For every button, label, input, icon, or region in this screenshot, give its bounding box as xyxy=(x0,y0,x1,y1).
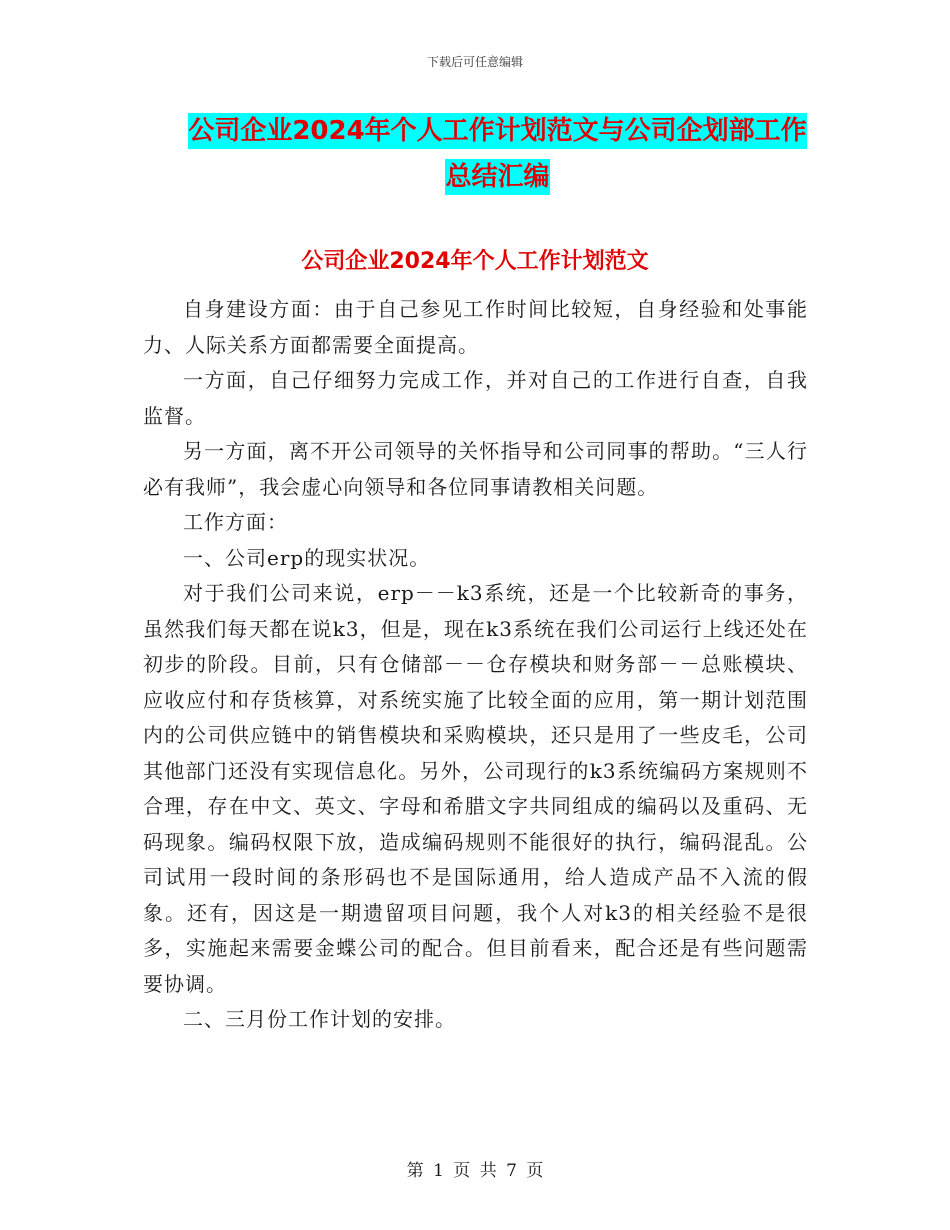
paragraph-erp-status-heading: 一、公司erp的现实状况。 xyxy=(183,545,431,570)
main-title-line-2: 总结汇编 xyxy=(445,159,549,195)
paragraph-work-aspect-heading: 工作方面： xyxy=(183,510,288,534)
document-main-title xyxy=(145,108,850,200)
page-header-note: 下载后可任意编辑 xyxy=(426,55,523,69)
paragraph-self-development: 自身建设方面：由于自己参见工作时间比较短，自身经验和处事能力、人际关系方面都需要全面提高。 xyxy=(143,297,808,357)
document-body xyxy=(143,292,808,1038)
paragraph-march-plan-heading: 二、三月份工作计划的安排。 xyxy=(183,1007,456,1031)
main-title-line-1: 公司企业2024年个人工作计划范文与公司企划部工作 xyxy=(188,113,806,149)
paragraph-learn-from-others: 另一方面，离不开公司领导的关怀指导和公司同事的帮助。“三人行必有我师”，我会虚心向领导和各位同事请教相关问题。 xyxy=(143,439,808,499)
section-title: 公司企业2024年个人工作计划范文 xyxy=(301,249,649,274)
paragraph-self-check: 一方面，自己仔细努力完成工作，并对自己的工作进行自查，自我监督。 xyxy=(143,368,808,428)
paragraph-erp-status-detail: 对于我们公司来说，erp－－k3系统，还是一个比较新奇的事务，虽然我们每天都在说k3，但是，现在k3系统在我们公司运行上线还处在初步的阶段。目前，只有仓储部－－仓存模块和财务部－－总账模块、应收应付和存货核算，对系统实施了比较全面的应用，第一期计划范围内的公司供应链中的销售模块和采购模块，还只是用了一些皮毛，公司其他部门还没有实现信息化。另外，公司现行的k3系统编码方案规则不合理，存在中文、英文、字母和希腊文字共同组成的编码以及重码、无码现象。编码权限下放，造成编码规则不能很好的执行，编码混乱。公司试用一段时间的条形码也不是国际通用，给人造成产品不入流的假象。还有，因这是一期遗留项目问题，我个人对k3的相关经验不是很多，实施起来需要金蝶公司的配合。但目前看来，配合还是有些问题需要协调。 xyxy=(143,581,808,996)
page-number-indicator: 第 1 页 共 7 页 xyxy=(406,1161,544,1181)
